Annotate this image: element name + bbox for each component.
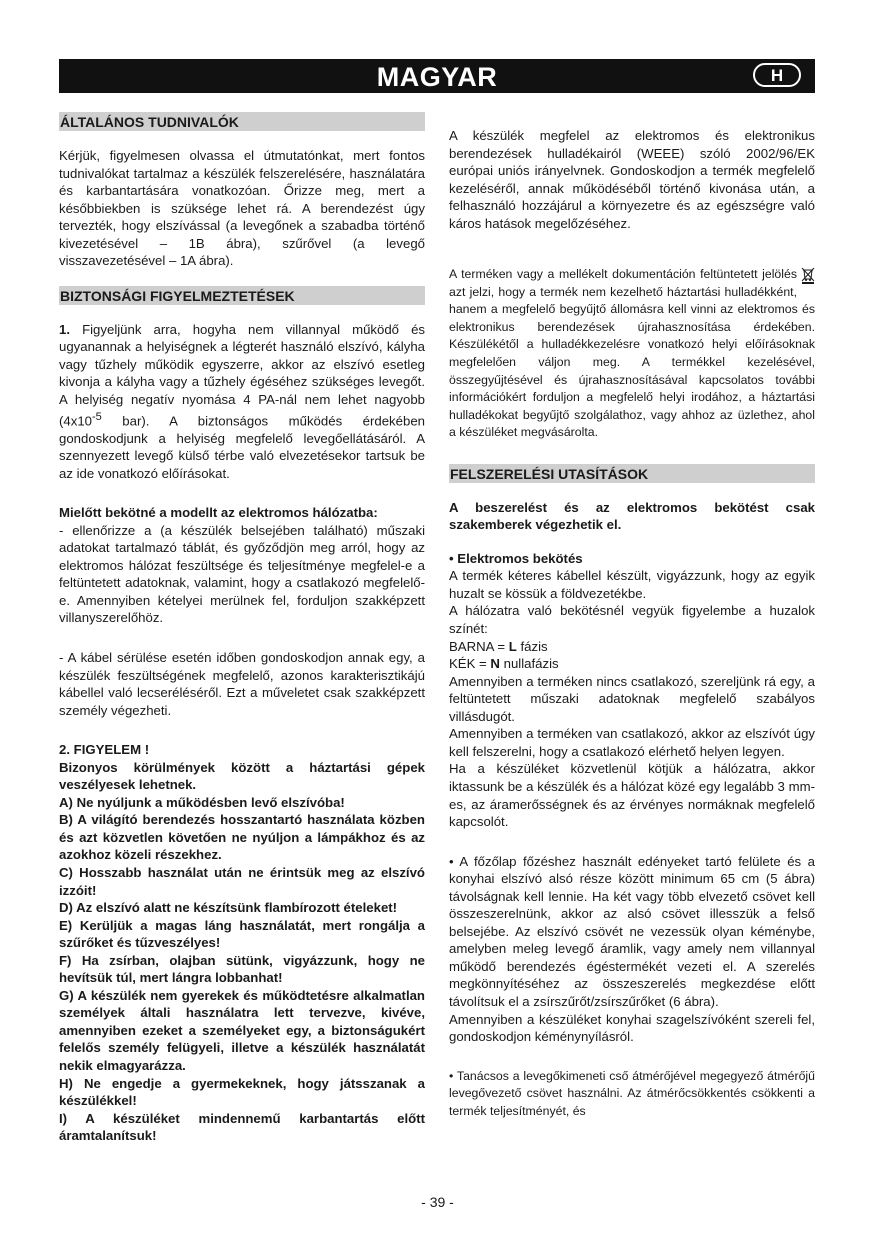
general-info-paragraph: Kérjük, figyelmesen olvassa el útmutatónkat, mert fontos tudnivalókat tartalmaz a készülék felszerelésére, használatára és karbantartására vonatkozóan. Őrizze meg, mert a későbbiekben is szüksége lehet rá. A berendezést úgy tervezték, hogy elszívással (a levegőnek a szabadba történő kivezetésével – 1B ábra), szűrővel (a levegő visszavezetésével – 1A ábra). [59,148,425,269]
safety-paragraph-1 [59,321,425,482]
warning-title: 2. FIGYELEM ! [59,742,150,758]
safety-text-2: bar). A biztonságos működés érdekében gondoskodjunk a helyiség megfelelő levegőellátásáról. A szennyezett levegő külső térbe való elvezetésekor tartsuk be az ide vonatkozó előírásokat. [59,412,425,481]
electrical-connection-title: • Elektromos bekötés [449,550,583,566]
section-title-safety: BIZTONSÁGI FIGYELMEZTETÉSEK [59,286,425,305]
warning-item-g: G) A készülék nem gyerekek és működtetésre alkalmatlan személyek általi használatra lett tervezve, kivéve, amennyiben ezeket a személyeket egy, a biztonságukért felelős személy felügyeli, illetve a készülék használatát nekik elmagyarázza. [59,987,425,1073]
language-banner [59,59,815,93]
left-column [59,112,425,1145]
safety-item-number: 1. [59,321,70,337]
electrical-paragraph-1: A termék kéteres kábellel készült, vigyázzunk, hogy az egyik huzalt se kössük a földvezetékbe. [449,568,815,601]
ducting-tip-paragraph: • Tanácsos a levegőkimeneti cső átmérőjével megegyező átmérőjű levegővezető csövet használni. Az átmérőcsökkentés csökkenti a termék teljesítményét, és [449,1068,815,1118]
electrical-paragraph-3: Amennyiben a terméken nincs csatlakozó, szereljünk rá egy, a feltüntetett műszaki adatoknak megfelelő szabályos villásdugót. [449,673,815,724]
warning-item-d: D) Az elszívó alatt ne készítsünk flambírozott ételeket! [59,900,398,916]
warning-item-i: I) A készüléket mindennemű karbantartás előtt áramtalanítsuk! [59,1110,425,1144]
electrical-paragraph-4: Amennyiben a terméken van csatlakozó, akkor az elszívót úgy kell felszerelni, hogy a csatlakozó elérhető helyen legyen. [449,726,815,759]
wire-blue-letter: N [490,656,500,672]
wire-blue-label: KÉK = [449,656,491,672]
before-connect-paragraph: - ellenőrizze a (a készülék belsejében található) műszaki adatokat tartalmazó táblát, és győződjön meg arról, hogy az elektromos hálózat feszültsége és teljesítménye megfelel-e a feltüntetett adatoknak, valamint, hogy a csatlakozó megfelelő-e. Amennyiben kételyei merülnek fel, forduljon szakképzett villanyszerelőhöz. [59,522,425,626]
installation-paragraph-1: • A főzőlap főzéshez használt edényeket tartó felülete és a konyhai elszívó alsó része között minimum 65 cm (5 ábra) távolságnak kell lennie. Ha két vagy több elvezető csövet kell összeszerelnünk, akkor az alsó csövet illesszük a felső belsejébe. Az elszívó csövét ne vezessük olyan kéménybe, amelyben meleg levegő áramlik, vagy amely nem villannyal működő berendezés égéstermékét vezeti el. A szerelés megkönnyítéséhez az összeszerelés megkezdése előtt távolítsuk el a zsírszűrőt/zsírszűrőket (6 ábra). [449,853,815,1009]
warning-item-e: E) Kerüljük a magas láng használatát, mert rongálja a szűrőket és tűzveszélyes! [59,917,425,951]
electrical-paragraph-5: Ha a készüléket közvetlenül kötjük a hálózatra, akkor iktassunk be a készülék és a hálózat közé egy legalább 3 mm-es, az áramerősségnek és az érvényes normáknak megfelelő kapcsolót. [449,761,815,830]
wire-blue-line [449,655,815,673]
cable-paragraph: - A kábel sérülése esetén időben gondoskodjon annak egy, a készülék feszültségének megfelelő, azonos karakterisztikájú kábellel való lecseréléséről. Ezt a műveletet csak szakképzett személy végezheti. [59,649,425,718]
language-badge: H [753,63,801,87]
before-connect-title: Mielőtt bekötné a modellt az elektromos hálózatba: [59,505,378,521]
page-title: MAGYAR [376,62,498,92]
wire-brown-letter: L [508,638,517,654]
crossed-bin-icon [801,267,815,284]
weee-symbol-paragraph [449,266,815,441]
warning-item-f: F) Ha zsírban, olajban sütünk, vigyázzunk, hogy ne hevítsük túl, mert lángra lobbanhat! [59,952,425,986]
electrical-paragraph-2: A hálózatra való bekötésnél vegyük figyelembe a huzalok színét: [449,603,815,637]
page-number: - 39 - [421,1194,454,1210]
wire-brown-word: fázis [516,638,548,654]
warning-intro: Bizonyos körülmények között a háztartási gépek veszélyesek lehetnek. [59,759,425,793]
warning-item-a: A) Ne nyúljunk a működésben levő elszívóba! [59,794,345,810]
section-title-general-info: ÁLTALÁNOS TUDNIVALÓK [59,112,425,131]
warning-item-h: H) Ne engedje a gyermekeknek, hogy játsszanak a készülékkel! [59,1075,425,1109]
weee-paragraph: A készülék megfelel az elektromos és elektronikus berendezések hulladékairól (WEEE) szóló 2002/96/EK európai uniós irányelvnek. Gondoskodjon a termék megfelelő kezeléséről, annak működéséből történő kivonása után, a felhasználó hozzájárul a környezetre és az egészségre való káros hatások megelőzéséhez. [449,128,815,231]
warning-item-c: C) Hosszabb használat után ne érintsük meg az elszívó izzóit! [59,864,425,898]
wire-brown-line [449,638,815,656]
installation-intro: A beszerelést és az elektromos bekötést csak szakemberek végezhetik el. [449,499,815,533]
wire-blue-word: nullafázis [499,656,559,672]
warning-item-b: B) A világító berendezés hosszantartó használata közben és azt közvetlen követően ne nyúljon a lámpákhoz és az azokhoz közeli részekhez. [59,812,425,863]
safety-text-1: Figyeljünk arra, hogyha nem villannyal működő és ugyanannak a helyiségnek a légterét használó elszívó, kályha vagy tűzhely működik egyszerre, akkor az elszívó esetleg kivonja a kályha vagy a tűzhely égéséhez szükséges levegőt. A helyiség negatív nyomása 4 PA-nál nem lehet nagyobb (4x10 [59,321,425,428]
weee-symbol-text: A terméken vagy a mellékelt dokumentáción feltüntetett jelölés azt jelzi, hogy a termék nem kezelhető háztartási hulladékként, hanem a megfelelő begyűjtő állomásra kell vinni az elektromos és elektronikus berendezések újrahasznosítása érdekében. Készülékétől a hulladékkezelésre vonatkozó helyi előírásoknak megfelelően váljon meg. A termékkel kezelésével, összegyűjtésével és újrahasznosításával kapcsolatos további információkért forduljon a megfelelő helyi irodához, a háztartási hulladékokat begyűjtő szolgálathoz, vagy ahhoz az üzlethez, ahol a készüléket megvásárolta. [449,267,815,440]
wire-brown-label: BARNA = [449,638,509,654]
installation-paragraph-2: Amennyiben a készüléket konyhai szagelszívóként szereli fel, gondoskodjon kéménynyílásról. [449,1011,815,1045]
pressure-exponent: -5 [92,410,102,423]
section-title-installation: FELSZERELÉSI UTASÍTÁSOK [449,464,815,483]
right-column [449,112,815,1120]
